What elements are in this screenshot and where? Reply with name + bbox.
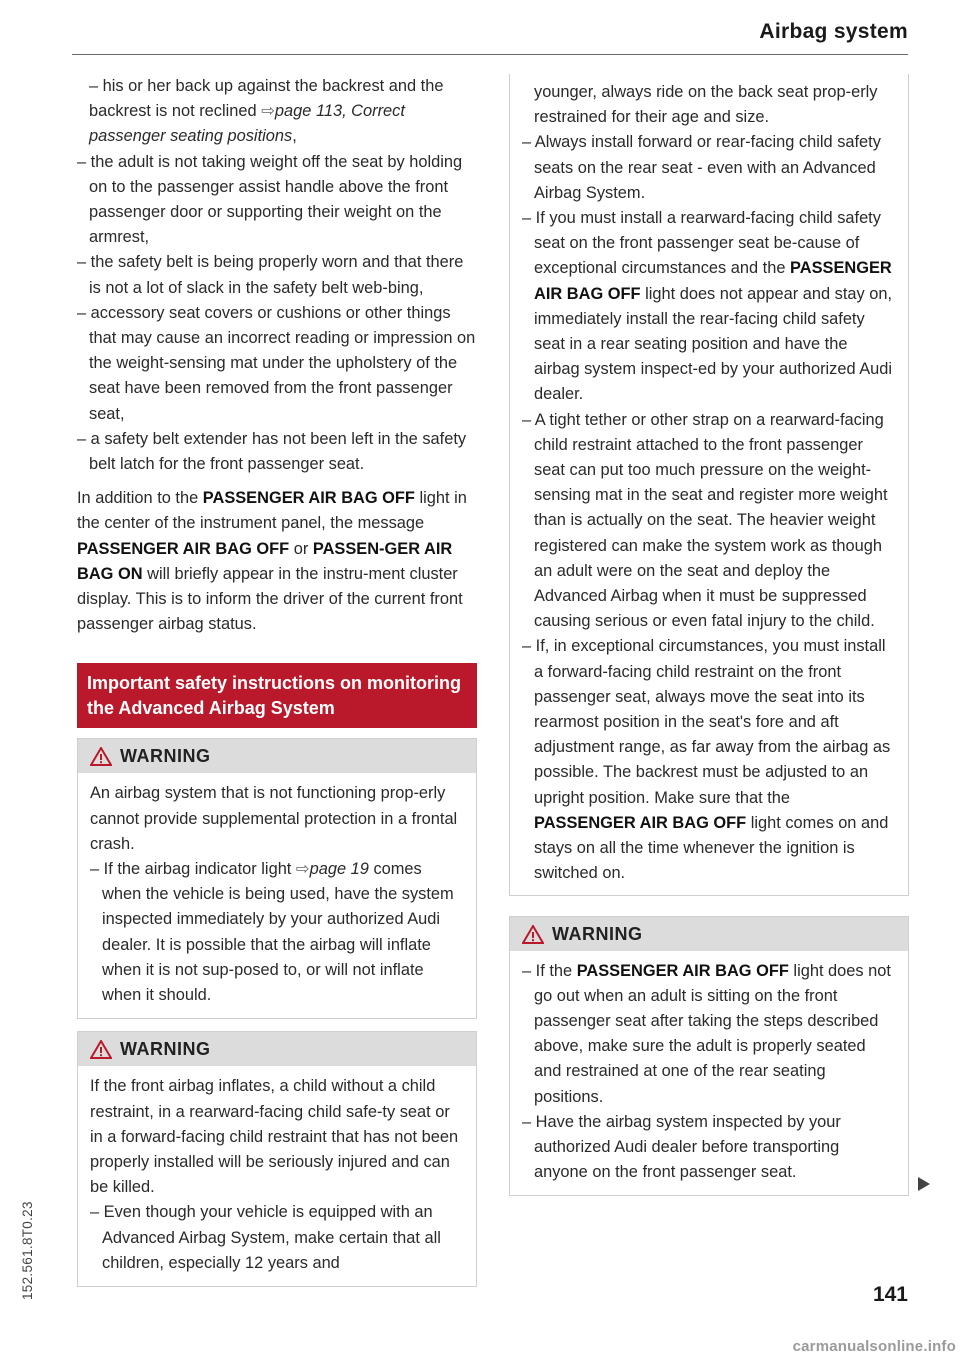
warning-header [78,1032,476,1066]
warning-text: An airbag system that is not functioning prop-erly cannot provide supplemental protection in a frontal crash. [90,784,458,853]
warning-title: WARNING [120,1039,211,1060]
warning-triangle-icon [90,747,112,766]
document-code: 152.561.8T0.23 [20,1201,35,1300]
warning-box [77,738,477,1019]
section-heading: Important safety instructions on monitoring the Advanced Airbag System [77,663,477,728]
list-item: – If, in exceptional circumstances, you must install a forward-facing child restraint on the front passenger seat, always move the seat into its rearmost position in the seat's fore and aft adjustment range, as far away from the airbag as possible. The backrest must be adjusted to an upright position. Make sure that the PASSENGER AIR BAG OFF light comes on and stays on all the time whenever the ignition is switched on. [522,634,896,886]
list-item: – the adult is not taking weight off the seat by holding on to the passenger assist handle above the front passenger door or supporting their weight on the armrest, [77,150,477,251]
list-item: – If the airbag indicator light ⇨page 19 comes when the vehicle is being used, have the system inspected immediately by your authorized Audi dealer. It is possible that the airbag will inflate when it is not sup-posed to, or will not inflate when it should. [90,857,464,1008]
warning-box [509,916,909,1197]
warning-triangle-icon [522,925,544,944]
warning-triangle-icon [90,1040,112,1059]
page-title: Airbag system [759,20,908,43]
continued-text: younger, always ride on the back seat prop-erly restrained for their age and size. [534,83,878,127]
continue-arrow-icon [918,1177,930,1191]
warning-body [510,951,908,1196]
cross-reference-arrow-icon: ⇨ [295,860,310,879]
list-item: – If you must install a rearward-facing child safety seat on the front passenger seat be-cause of exceptional circumstances and the PASSENGER AIR BAG OFF light does not appear and stay on, immediately install the rear-facing child safety seat in a rear seating position and have the airbag system inspect-ed by your authorized Audi dealer. [522,206,896,408]
warning-header [78,739,476,773]
list-item: – the safety belt is being properly worn and that there is not a lot of slack in the safety belt web-bing, [77,250,477,300]
continued-bullet-text: – his or her back up against the backrest and the backrest is not reclined ⇨page 113, Correct passenger seating positions, [77,74,477,150]
warning-body [78,773,476,1018]
warning-header [510,917,908,951]
cross-reference-arrow-icon: ⇨ [261,102,275,121]
page-reference-link[interactable]: page 19 [309,860,369,879]
page-number: 141 [872,1283,908,1306]
list-item: – a safety belt extender has not been left in the safety belt latch for the front passenger seat. [77,427,477,477]
header-divider [72,54,908,55]
page-reference-link[interactable]: page 113, Correct passenger seating positions [89,102,405,146]
warning-box [77,1031,477,1287]
list-item: – accessory seat covers or cushions or other things that may cause an incorrect reading or impression on the weight-sensing mat under the upholstery of the seat have been removed from the front passenger seat, [77,301,477,427]
list-item: – Even though your vehicle is equipped with an Advanced Airbag System, make certain that all children, especially 12 years and [90,1200,464,1276]
body-paragraph: In addition to the PASSENGER AIR BAG OFF light in the center of the instrument panel, the message PASSENGER AIR BAG OFF or PASSEN-GER AIR BAG ON will briefly appear in the instru-ment cluster display. This is to inform the driver of the current front passenger airbag status. [77,489,467,634]
warning-title: WARNING [552,923,643,944]
watermark: carmanualsonline.info [792,1338,956,1355]
warning-continuation-box [509,74,909,896]
list-item: – If the PASSENGER AIR BAG OFF light does not go out when an adult is sitting on the front passenger seat after taking the steps described above, make sure the adult is properly seated and restrained at one of the rear seating positions. [522,959,896,1110]
warning-body [78,1066,476,1286]
warning-title: WARNING [120,746,211,767]
list-item: – A tight tether or other strap on a rearward-facing child restraint attached to the front passenger seat can put too much pressure on the weight-sensing mat in the seat and register more weight than is actually on the seat. The heavier weight registered can make the system work as though an adult were on the seat and deploy the Advanced Airbag when it must be suppressed causing serious or even fatal injury to the child. [522,408,896,635]
left-column [77,74,477,1287]
list-item: – Have the airbag system inspected by your authorized Audi dealer before transporting anyone on the front passenger seat. [522,1110,896,1186]
list-item: – Always install forward or rear-facing child safety seats on the rear seat - even with an Advanced Airbag System. [522,130,896,206]
right-column [509,74,909,1196]
warning-text: If the front airbag inflates, a child without a child restraint, in a rearward-facing child safe-ty seat or in a forward-facing child restraint that has not been properly installed will be seriously injured and can be killed. [90,1077,459,1197]
